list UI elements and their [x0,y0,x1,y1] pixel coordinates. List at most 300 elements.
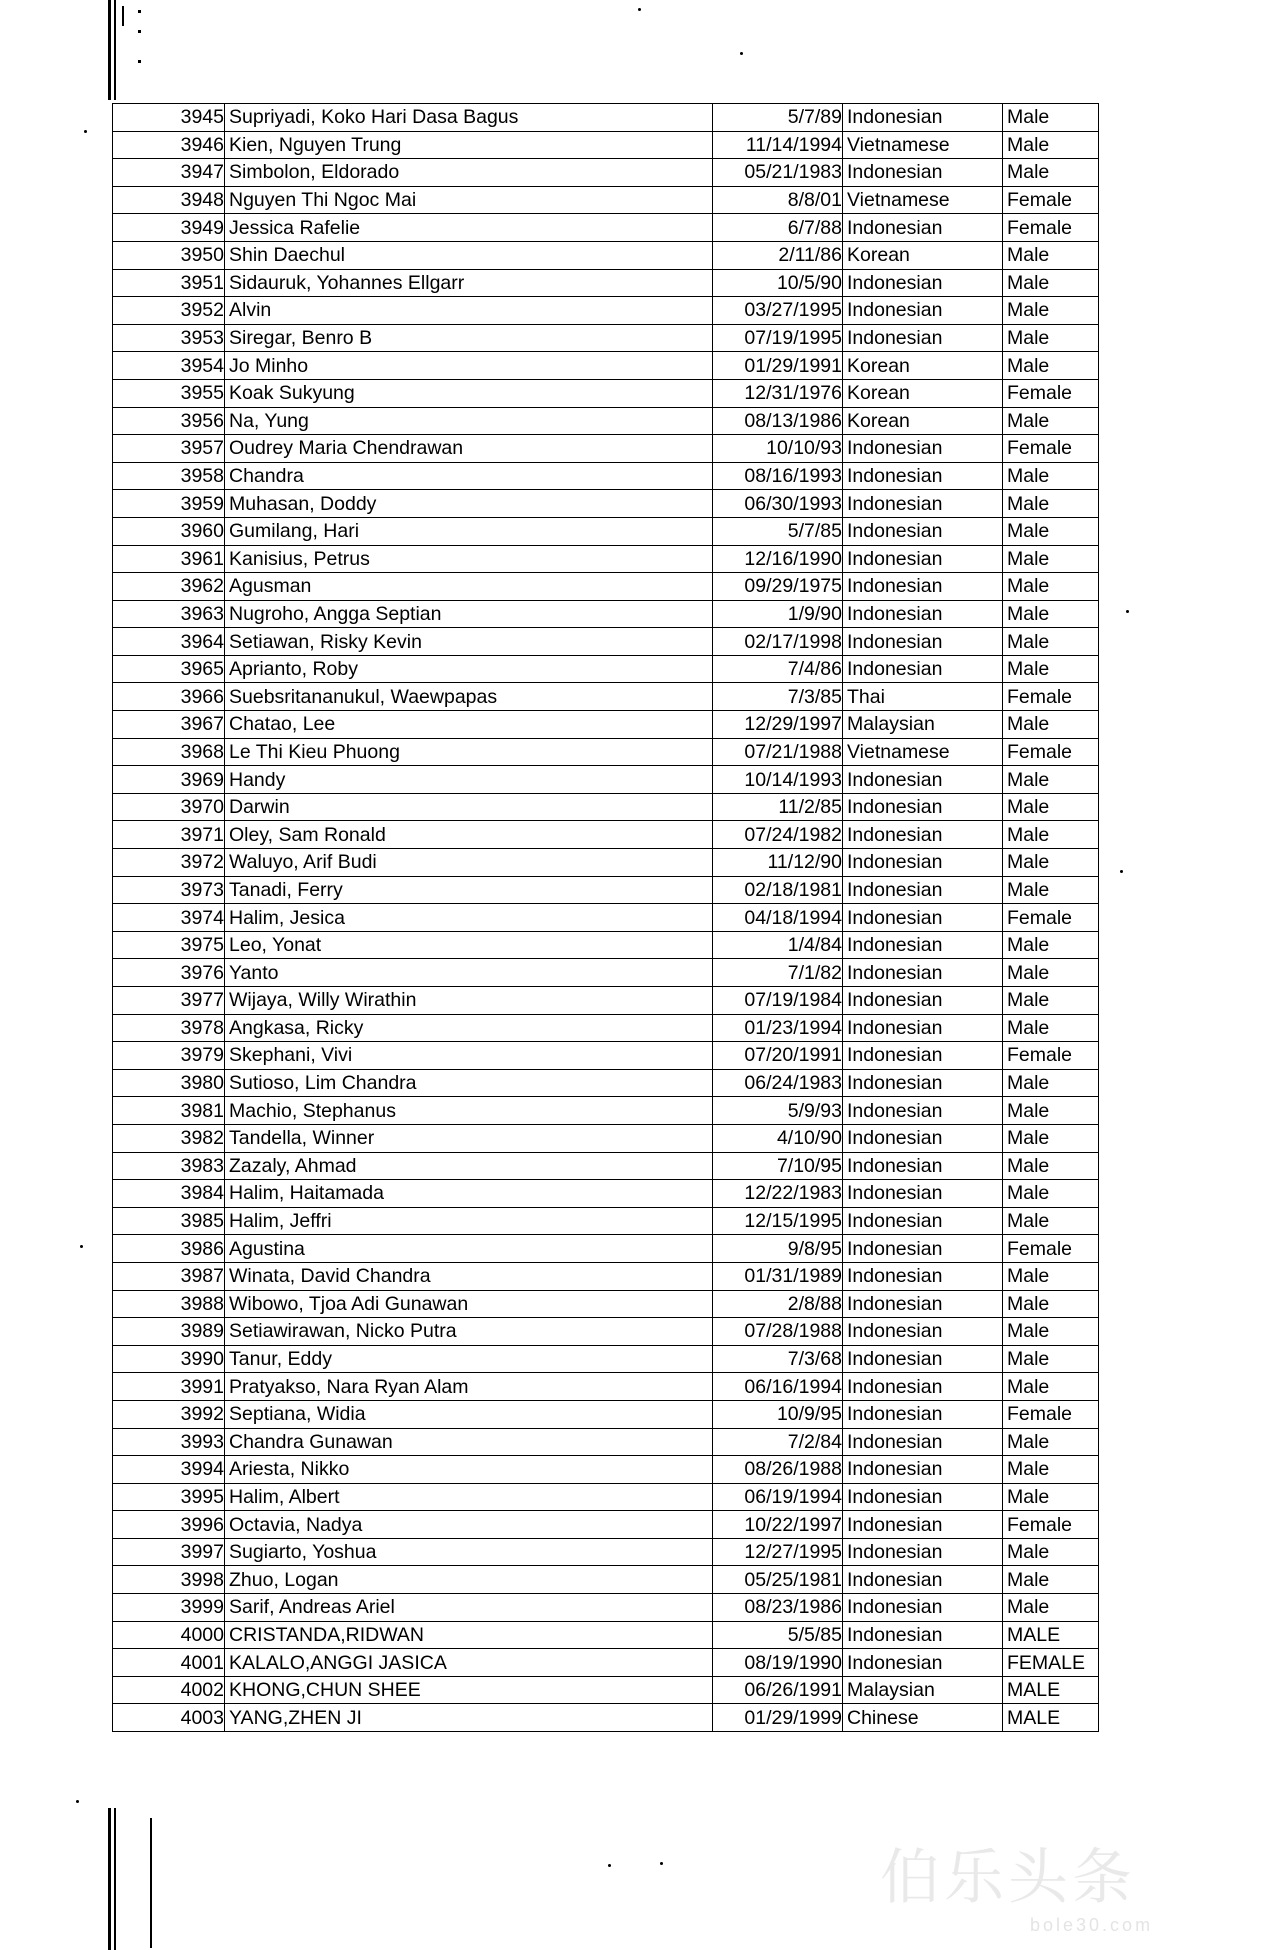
person-name-cell: Halim, Jesica [225,904,713,932]
date-of-birth-cell: 10/10/93 [713,435,843,463]
table-row [113,1290,1099,1318]
nationality-cell: Indonesian [843,1207,1003,1235]
gender-cell: Male [1003,793,1099,821]
date-of-birth-cell: 12/22/1983 [713,1180,843,1208]
gender-cell: Male [1003,269,1099,297]
row-number-cell: 3961 [113,545,225,573]
row-number-cell: 3989 [113,1318,225,1346]
date-of-birth-cell: 12/15/1995 [713,1207,843,1235]
row-number-cell: 3946 [113,131,225,159]
gender-cell: Female [1003,435,1099,463]
person-name-cell: Halim, Albert [225,1483,713,1511]
gender-cell: Male [1003,1290,1099,1318]
nationality-cell: Vietnamese [843,131,1003,159]
row-number-cell: 3983 [113,1152,225,1180]
table-row [113,655,1099,683]
row-number-cell: 3978 [113,1014,225,1042]
gender-cell: Male [1003,1207,1099,1235]
row-number-cell: 3997 [113,1538,225,1566]
person-name-cell: Tanadi, Ferry [225,876,713,904]
gender-cell: Male [1003,628,1099,656]
date-of-birth-cell: 12/29/1997 [713,711,843,739]
person-name-cell: Jessica Rafelie [225,214,713,242]
nationality-cell: Indonesian [843,1373,1003,1401]
roster-body [113,104,1099,1732]
row-number-cell: 3952 [113,297,225,325]
gender-cell: Male [1003,517,1099,545]
nationality-cell: Vietnamese [843,738,1003,766]
date-of-birth-cell: 6/7/88 [713,214,843,242]
table-row [113,214,1099,242]
nationality-cell: Indonesian [843,821,1003,849]
table-row [113,1152,1099,1180]
gender-cell: Male [1003,1428,1099,1456]
person-name-cell: Tanur, Eddy [225,1345,713,1373]
nationality-cell: Korean [843,241,1003,269]
gender-cell: Male [1003,1069,1099,1097]
table-row [113,490,1099,518]
person-name-cell: Machio, Stephanus [225,1097,713,1125]
gender-cell: Male [1003,1180,1099,1208]
row-number-cell: 3965 [113,655,225,683]
person-name-cell: Na, Yung [225,407,713,435]
date-of-birth-cell: 5/5/85 [713,1621,843,1649]
nationality-cell: Indonesian [843,545,1003,573]
person-name-cell: Ariesta, Nikko [225,1456,713,1484]
table-row [113,1538,1099,1566]
date-of-birth-cell: 10/5/90 [713,269,843,297]
date-of-birth-cell: 7/10/95 [713,1152,843,1180]
nationality-cell: Indonesian [843,849,1003,877]
row-number-cell: 3988 [113,1290,225,1318]
row-number-cell: 4002 [113,1676,225,1704]
table-row [113,766,1099,794]
gender-cell: Male [1003,159,1099,187]
person-name-cell: Chatao, Lee [225,711,713,739]
table-row [113,1318,1099,1346]
row-number-cell: 3957 [113,435,225,463]
row-number-cell: 4003 [113,1704,225,1732]
gender-cell: Male [1003,766,1099,794]
gender-cell: Male [1003,600,1099,628]
gender-cell: Male [1003,959,1099,987]
gender-cell: Male [1003,1318,1099,1346]
nationality-cell: Indonesian [843,104,1003,132]
table-row [113,931,1099,959]
person-name-cell: Agustina [225,1235,713,1263]
person-name-cell: Septiana, Widia [225,1400,713,1428]
date-of-birth-cell: 11/14/1994 [713,131,843,159]
nationality-cell: Indonesian [843,269,1003,297]
nationality-cell: Indonesian [843,573,1003,601]
nationality-cell: Korean [843,352,1003,380]
row-number-cell: 4000 [113,1621,225,1649]
table-row [113,738,1099,766]
date-of-birth-cell: 5/7/89 [713,104,843,132]
person-name-cell: Leo, Yonat [225,931,713,959]
gender-cell: Male [1003,931,1099,959]
person-name-cell: Sutioso, Lim Chandra [225,1069,713,1097]
person-name-cell: Darwin [225,793,713,821]
nationality-cell: Malaysian [843,711,1003,739]
gender-cell: Male [1003,1483,1099,1511]
scan-speck [80,1245,83,1248]
nationality-cell: Indonesian [843,766,1003,794]
row-number-cell: 3996 [113,1511,225,1539]
gender-cell: Male [1003,987,1099,1015]
date-of-birth-cell: 01/29/1991 [713,352,843,380]
row-number-cell: 3985 [113,1207,225,1235]
row-number-cell: 4001 [113,1649,225,1677]
gender-cell: Male [1003,711,1099,739]
date-of-birth-cell: 7/4/86 [713,655,843,683]
nationality-cell: Indonesian [843,324,1003,352]
person-name-cell: Waluyo, Arif Budi [225,849,713,877]
scan-speck [1120,870,1123,873]
nationality-cell: Chinese [843,1704,1003,1732]
person-name-cell: Shin Daechul [225,241,713,269]
nationality-cell: Indonesian [843,1428,1003,1456]
nationality-cell: Indonesian [843,904,1003,932]
date-of-birth-cell: 04/18/1994 [713,904,843,932]
table-row [113,297,1099,325]
person-name-cell: Handy [225,766,713,794]
date-of-birth-cell: 7/1/82 [713,959,843,987]
row-number-cell: 3984 [113,1180,225,1208]
gender-cell: Male [1003,1345,1099,1373]
date-of-birth-cell: 4/10/90 [713,1124,843,1152]
binding-edge-bottom [108,1808,178,1950]
nationality-cell: Indonesian [843,876,1003,904]
nationality-cell: Indonesian [843,1318,1003,1346]
nationality-cell: Indonesian [843,1621,1003,1649]
table-row [113,1400,1099,1428]
person-name-cell: Muhasan, Doddy [225,490,713,518]
gender-cell: Male [1003,407,1099,435]
table-row [113,131,1099,159]
watermark-url: bole30.com [1030,1915,1154,1935]
nationality-cell: Indonesian [843,462,1003,490]
person-name-cell: Wibowo, Tjoa Adi Gunawan [225,1290,713,1318]
date-of-birth-cell: 5/9/93 [713,1097,843,1125]
table-row [113,1428,1099,1456]
date-of-birth-cell: 07/21/1988 [713,738,843,766]
person-name-cell: Zhuo, Logan [225,1566,713,1594]
row-number-cell: 3973 [113,876,225,904]
row-number-cell: 3949 [113,214,225,242]
table-row [113,1097,1099,1125]
nationality-cell: Indonesian [843,959,1003,987]
row-number-cell: 3959 [113,490,225,518]
row-number-cell: 3948 [113,186,225,214]
table-row [113,876,1099,904]
nationality-cell: Indonesian [843,931,1003,959]
row-number-cell: 3993 [113,1428,225,1456]
row-number-cell: 3992 [113,1400,225,1428]
nationality-cell: Indonesian [843,1566,1003,1594]
gender-cell: Female [1003,1511,1099,1539]
gender-cell: Male [1003,1538,1099,1566]
row-number-cell: 3972 [113,849,225,877]
date-of-birth-cell: 11/2/85 [713,793,843,821]
date-of-birth-cell: 08/19/1990 [713,1649,843,1677]
date-of-birth-cell: 01/31/1989 [713,1262,843,1290]
person-name-cell: Agusman [225,573,713,601]
nationality-cell: Indonesian [843,1097,1003,1125]
gender-cell: Male [1003,821,1099,849]
gender-cell: MALE [1003,1704,1099,1732]
table-row [113,1704,1099,1732]
table-row [113,1014,1099,1042]
person-name-cell: Zazaly, Ahmad [225,1152,713,1180]
person-name-cell: Setiawirawan, Nicko Putra [225,1318,713,1346]
table-row [113,1594,1099,1622]
gender-cell: Male [1003,104,1099,132]
table-row [113,1235,1099,1263]
scan-speck [740,52,743,55]
gender-cell: Male [1003,1124,1099,1152]
person-name-cell: Skephani, Vivi [225,1042,713,1070]
person-name-cell: Wijaya, Willy Wirathin [225,987,713,1015]
row-number-cell: 3956 [113,407,225,435]
nationality-cell: Indonesian [843,793,1003,821]
date-of-birth-cell: 07/19/1984 [713,987,843,1015]
nationality-cell: Indonesian [843,655,1003,683]
table-row [113,545,1099,573]
table-row [113,1042,1099,1070]
gender-cell: Male [1003,1594,1099,1622]
person-name-cell: Oudrey Maria Chendrawan [225,435,713,463]
row-number-cell: 3962 [113,573,225,601]
person-name-cell: YANG,ZHEN JI [225,1704,713,1732]
scan-speck [638,8,641,11]
table-row [113,711,1099,739]
table-row [113,959,1099,987]
row-number-cell: 3945 [113,104,225,132]
scan-speck [1126,610,1129,613]
row-number-cell: 3960 [113,517,225,545]
table-row [113,1456,1099,1484]
nationality-cell: Indonesian [843,600,1003,628]
date-of-birth-cell: 10/14/1993 [713,766,843,794]
date-of-birth-cell: 05/21/1983 [713,159,843,187]
nationality-cell: Indonesian [843,1014,1003,1042]
gender-cell: Male [1003,131,1099,159]
nationality-cell: Indonesian [843,490,1003,518]
table-row [113,1262,1099,1290]
table-row [113,793,1099,821]
row-number-cell: 3980 [113,1069,225,1097]
table-row [113,462,1099,490]
gender-cell: Male [1003,1456,1099,1484]
gender-cell: Female [1003,683,1099,711]
person-name-cell: Nguyen Thi Ngoc Mai [225,186,713,214]
date-of-birth-cell: 8/8/01 [713,186,843,214]
date-of-birth-cell: 08/13/1986 [713,407,843,435]
nationality-cell: Vietnamese [843,186,1003,214]
person-name-cell: KALALO,ANGGI JASICA [225,1649,713,1677]
gender-cell: Female [1003,904,1099,932]
gender-cell: Male [1003,1152,1099,1180]
person-name-cell: Chandra [225,462,713,490]
date-of-birth-cell: 7/3/85 [713,683,843,711]
person-name-cell: Oley, Sam Ronald [225,821,713,849]
row-number-cell: 3979 [113,1042,225,1070]
person-name-cell: Alvin [225,297,713,325]
row-number-cell: 3968 [113,738,225,766]
nationality-cell: Indonesian [843,435,1003,463]
date-of-birth-cell: 7/2/84 [713,1428,843,1456]
person-name-cell: Halim, Haitamada [225,1180,713,1208]
table-row [113,1649,1099,1677]
nationality-cell: Indonesian [843,628,1003,656]
nationality-cell: Indonesian [843,159,1003,187]
row-number-cell: 3987 [113,1262,225,1290]
date-of-birth-cell: 01/23/1994 [713,1014,843,1042]
date-of-birth-cell: 06/24/1983 [713,1069,843,1097]
date-of-birth-cell: 2/8/88 [713,1290,843,1318]
gender-cell: Male [1003,655,1099,683]
person-name-cell: Yanto [225,959,713,987]
date-of-birth-cell: 9/8/95 [713,1235,843,1263]
nationality-cell: Indonesian [843,1538,1003,1566]
table-row [113,1124,1099,1152]
nationality-cell: Indonesian [843,1483,1003,1511]
table-row [113,904,1099,932]
scan-speck [84,130,87,133]
date-of-birth-cell: 07/19/1995 [713,324,843,352]
table-row [113,407,1099,435]
person-name-cell: KHONG,CHUN SHEE [225,1676,713,1704]
date-of-birth-cell: 12/27/1995 [713,1538,843,1566]
person-name-cell: Siregar, Benro B [225,324,713,352]
gender-cell: Female [1003,186,1099,214]
gender-cell: Male [1003,1097,1099,1125]
row-number-cell: 3964 [113,628,225,656]
table-row [113,821,1099,849]
table-row [113,1483,1099,1511]
gender-cell: Female [1003,1235,1099,1263]
person-name-cell: Setiawan, Risky Kevin [225,628,713,656]
row-number-cell: 3958 [113,462,225,490]
row-number-cell: 3954 [113,352,225,380]
row-number-cell: 3971 [113,821,225,849]
person-name-cell: Sugiarto, Yoshua [225,1538,713,1566]
gender-cell: Male [1003,545,1099,573]
row-number-cell: 3969 [113,766,225,794]
gender-cell: Male [1003,876,1099,904]
person-name-cell: Sidauruk, Yohannes Ellgarr [225,269,713,297]
table-row [113,379,1099,407]
gender-cell: Male [1003,352,1099,380]
row-number-cell: 3975 [113,931,225,959]
table-row [113,104,1099,132]
row-number-cell: 3999 [113,1594,225,1622]
gender-cell: Female [1003,738,1099,766]
table-row [113,1621,1099,1649]
nationality-cell: Indonesian [843,1042,1003,1070]
date-of-birth-cell: 10/9/95 [713,1400,843,1428]
gender-cell: Male [1003,462,1099,490]
row-number-cell: 3974 [113,904,225,932]
person-name-cell: Kien, Nguyen Trung [225,131,713,159]
table-row [113,517,1099,545]
date-of-birth-cell: 10/22/1997 [713,1511,843,1539]
person-name-cell: Octavia, Nadya [225,1511,713,1539]
gender-cell: MALE [1003,1676,1099,1704]
date-of-birth-cell: 2/11/86 [713,241,843,269]
person-name-cell: Pratyakso, Nara Ryan Alam [225,1373,713,1401]
nationality-cell: Indonesian [843,1400,1003,1428]
date-of-birth-cell: 7/3/68 [713,1345,843,1373]
person-name-cell: Jo Minho [225,352,713,380]
row-number-cell: 3976 [113,959,225,987]
nationality-cell: Indonesian [843,1235,1003,1263]
date-of-birth-cell: 11/12/90 [713,849,843,877]
row-number-cell: 3977 [113,987,225,1015]
nationality-cell: Indonesian [843,1649,1003,1677]
person-name-cell: CRISTANDA,RIDWAN [225,1621,713,1649]
row-number-cell: 3981 [113,1097,225,1125]
person-name-cell: Nugroho, Angga Septian [225,600,713,628]
gender-cell: FEMALE [1003,1649,1099,1677]
gender-cell: Male [1003,1566,1099,1594]
date-of-birth-cell: 06/19/1994 [713,1483,843,1511]
table-row [113,600,1099,628]
nationality-cell: Indonesian [843,1152,1003,1180]
date-of-birth-cell: 08/23/1986 [713,1594,843,1622]
gender-cell: Male [1003,297,1099,325]
date-of-birth-cell: 01/29/1999 [713,1704,843,1732]
table-row [113,1069,1099,1097]
date-of-birth-cell: 07/28/1988 [713,1318,843,1346]
nationality-cell: Indonesian [843,987,1003,1015]
table-row [113,1345,1099,1373]
gender-cell: Male [1003,1014,1099,1042]
date-of-birth-cell: 02/17/1998 [713,628,843,656]
date-of-birth-cell: 1/4/84 [713,931,843,959]
gender-cell: Male [1003,1373,1099,1401]
row-number-cell: 3947 [113,159,225,187]
row-number-cell: 3991 [113,1373,225,1401]
table-row [113,435,1099,463]
nationality-cell: Korean [843,407,1003,435]
gender-cell: Male [1003,490,1099,518]
date-of-birth-cell: 08/26/1988 [713,1456,843,1484]
date-of-birth-cell: 05/25/1981 [713,1566,843,1594]
date-of-birth-cell: 06/30/1993 [713,490,843,518]
table-row [113,1566,1099,1594]
person-name-cell: Chandra Gunawan [225,1428,713,1456]
nationality-cell: Indonesian [843,1069,1003,1097]
row-number-cell: 3986 [113,1235,225,1263]
row-number-cell: 3990 [113,1345,225,1373]
gender-cell: Female [1003,214,1099,242]
date-of-birth-cell: 08/16/1993 [713,462,843,490]
gender-cell: Male [1003,241,1099,269]
row-number-cell: 3953 [113,324,225,352]
person-name-cell: Halim, Jeffri [225,1207,713,1235]
person-name-cell: Le Thi Kieu Phuong [225,738,713,766]
row-number-cell: 3994 [113,1456,225,1484]
person-name-cell: Simbolon, Eldorado [225,159,713,187]
person-name-cell: Winata, David Chandra [225,1262,713,1290]
table-row [113,1676,1099,1704]
row-number-cell: 3950 [113,241,225,269]
nationality-cell: Indonesian [843,1511,1003,1539]
date-of-birth-cell: 02/18/1981 [713,876,843,904]
nationality-cell: Indonesian [843,1124,1003,1152]
